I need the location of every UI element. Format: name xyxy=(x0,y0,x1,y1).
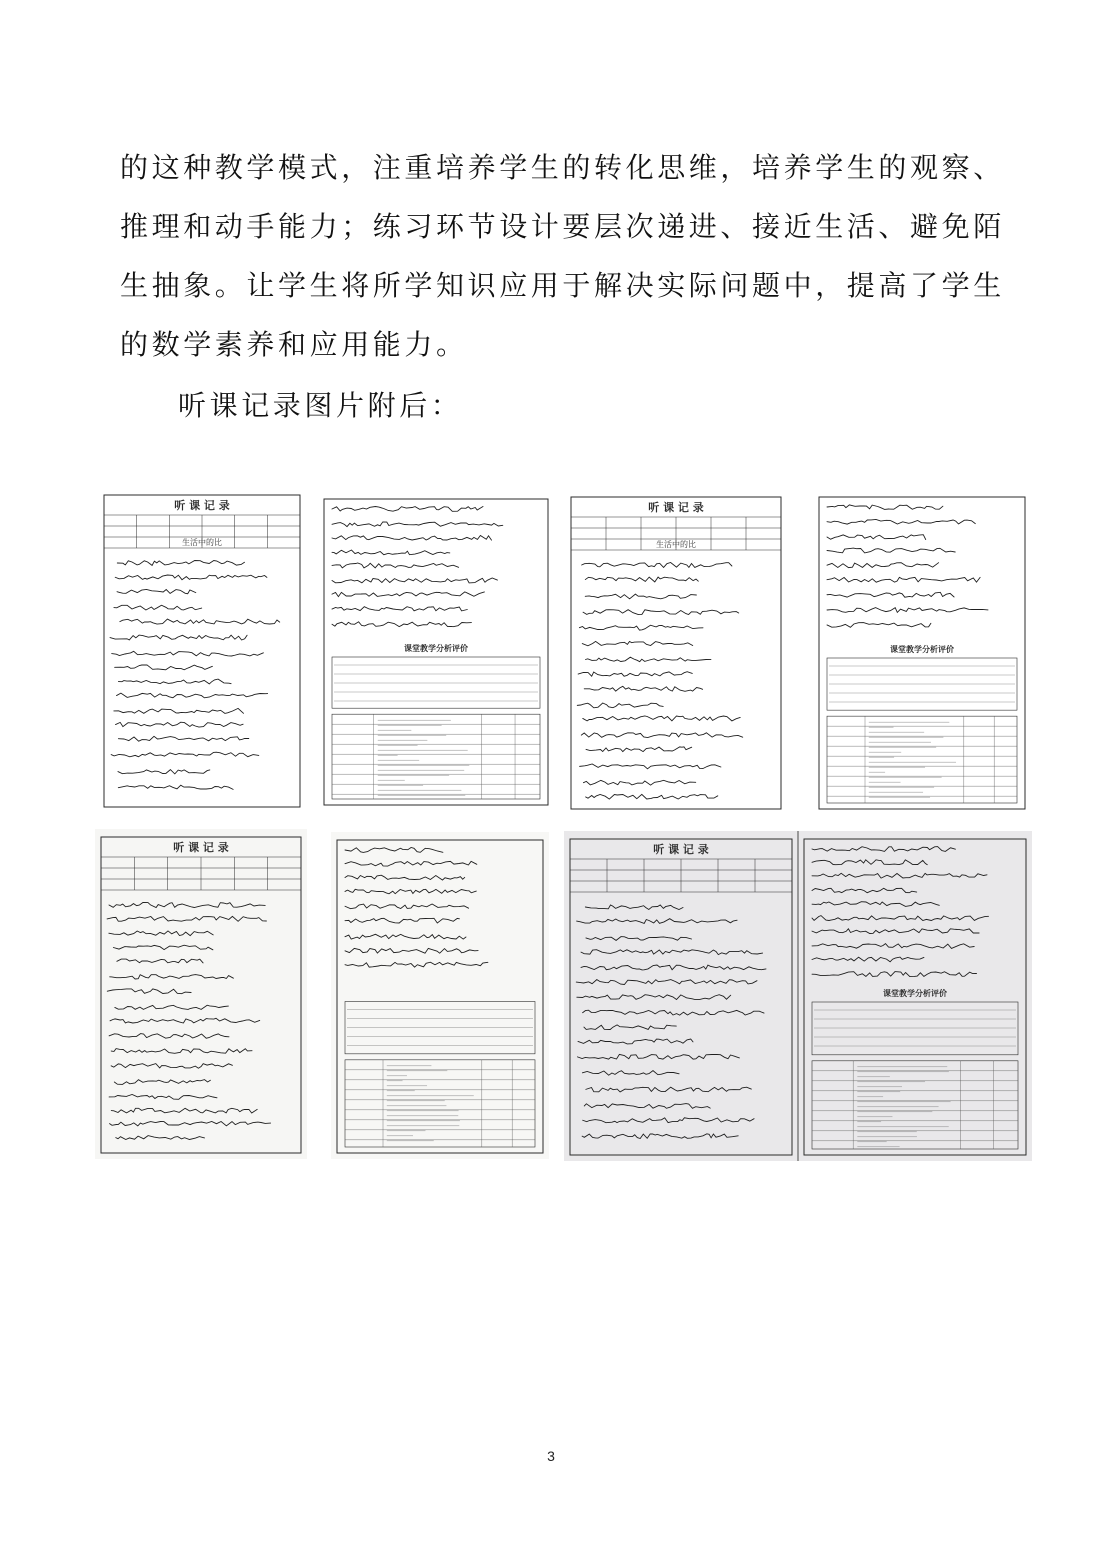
body-paragraph xyxy=(120,140,1005,437)
photo-record-1 xyxy=(98,487,306,813)
paragraph-line: 推理和动手能力；练习环节设计要层次递进、接近生活、避免陌 xyxy=(120,210,1005,243)
photo-record-5 xyxy=(95,829,307,1159)
paragraph-line: 生抽象。让学生将所学知识应用于解决实际问题中，提高了学生 xyxy=(120,269,1005,302)
paragraph-line: 的数学素养和应用能力。 xyxy=(120,328,468,361)
photo-record-7 xyxy=(564,831,1032,1161)
svg-text:课堂教学分析评价: 课堂教学分析评价 xyxy=(883,989,947,998)
svg-text:课堂教学分析评价: 课堂教学分析评价 xyxy=(890,645,954,654)
paragraph-line: 的这种教学模式，注重培养学生的转化思维，培养学生的观察、 xyxy=(120,151,1005,184)
svg-text:课堂教学分析评价: 课堂教学分析评价 xyxy=(404,644,468,653)
photo-record-2 xyxy=(318,491,554,811)
svg-text:生活中的比: 生活中的比 xyxy=(182,538,222,547)
page-number: 3 xyxy=(547,1448,555,1464)
svg-text:听 课 记 录: 听 课 记 录 xyxy=(653,843,709,856)
photo-record-3 xyxy=(565,489,787,815)
photo-record-6 xyxy=(331,832,549,1159)
svg-text:听 课 记 录: 听 课 记 录 xyxy=(173,841,229,854)
svg-text:听 课 记 录: 听 课 记 录 xyxy=(174,499,230,512)
svg-text:生活中的比: 生活中的比 xyxy=(656,540,696,549)
photos-caption: 听课记录图片附后： xyxy=(178,389,463,422)
photo-record-4 xyxy=(813,489,1031,815)
svg-text:听 课 记 录: 听 课 记 录 xyxy=(648,501,704,514)
